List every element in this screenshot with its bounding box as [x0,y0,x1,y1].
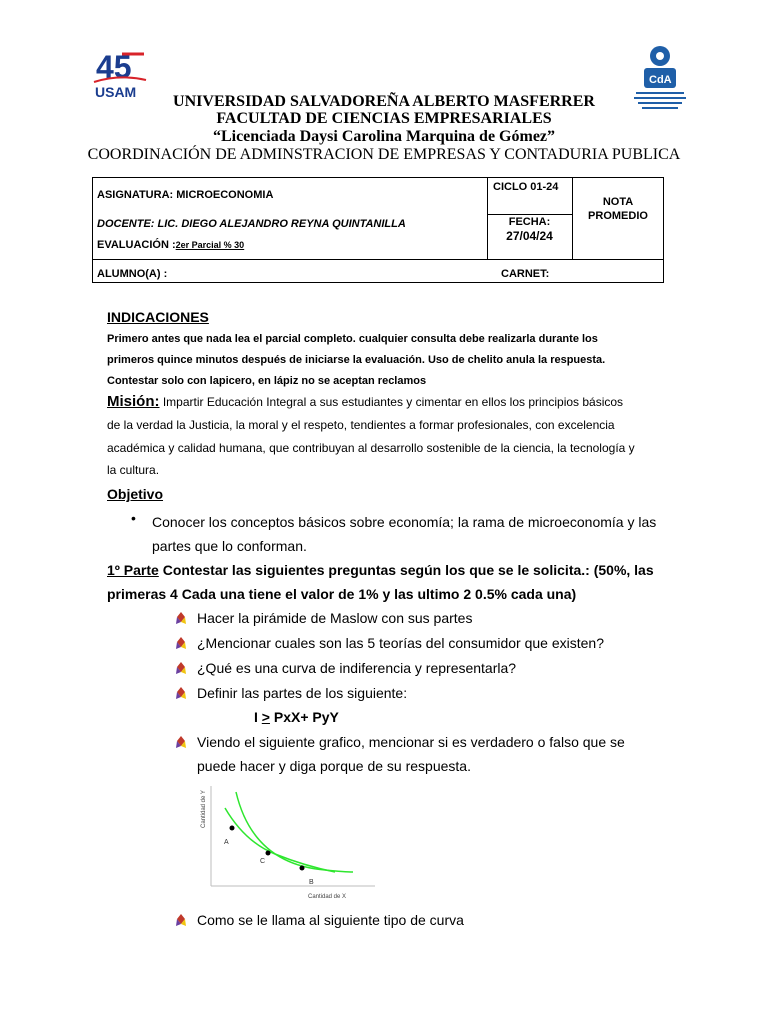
arrow-bullet-icon [174,686,188,705]
mision-line-2: de la verdad la Justicia, la moral y el respeto, tendientes a formar profesionales, con excelencia [107,418,615,432]
bullet-dot: • [131,510,136,526]
point-b [300,866,305,871]
fecha-label: FECHA: [508,216,551,228]
x-axis-label: Cantidad de X [308,894,347,900]
indicaciones-title: INDICACIONES [107,309,209,325]
point-a [230,826,235,831]
indifference-curve-1 [236,792,353,872]
indicaciones-line-3: Contestar solo con lapicero, en lápiz no se aceptan reclamos [107,375,427,387]
formula [254,705,339,729]
faculty-name: FACULTAD DE CIENCIAS EMPRESARIALES [216,110,552,127]
mision-line-3: académica y calidad humana, que contribuyan al desarrollo sostenible de la ciencia, la tecnología y [107,441,635,455]
arrow-bullet-icon [174,636,188,655]
dedication: “Licenciada Daysi Carolina Marquina de Gómez” [212,128,556,145]
point-label-c: C [260,858,266,865]
question-5-line-1: Viendo el siguiente grafico, mencionar si es verdadero o falso que se [197,734,625,750]
y-axis-label: Cantidad de Y [201,790,207,828]
objetivo-title: Objetivo [107,486,164,502]
asignatura-label: ASIGNATURA: MICROECONOMIA [97,189,274,201]
fecha-value: 27/04/24 [506,229,553,243]
parte1-heading-line-2: primeras 4 Cada una tiene el valor de 1% y las ultimo 2 0.5% cada una) [107,586,577,602]
mision-title: Misión: [107,393,160,410]
carnet-label: CARNET: [501,268,550,280]
indifference-curve-2 [225,808,335,872]
info-table [92,177,664,283]
university-name: UNIVERSIDAD SALVADOREÑA ALBERTO MASFERRER [173,93,595,110]
evaluacion-label: EVALUACIÓN : [97,239,176,251]
usam-logo-number: 45 [96,49,132,85]
question-2: ¿Mencionar cuales son las 5 teorías del consumidor que existen? [197,635,604,651]
question-6: Como se le llama al siguiente tipo de curva [197,912,464,928]
question-5-line-2: puede hacer y diga porque de su respuesta. [197,758,471,774]
parte1-heading-line-1 [107,558,654,582]
ciclo-label: CICLO 01-24 [493,181,559,193]
usam-logo-text: USAM [95,84,137,100]
evaluacion-value: 2er Parcial % 30 [175,240,245,250]
arrow-bullet-icon [174,735,188,754]
point-label-b: B [309,879,314,886]
parte1-label: 1º Parte [107,562,159,578]
arrow-bullet-icon [174,661,188,680]
point-label-a: A [224,839,229,846]
arrow-bullet-icon [174,611,188,630]
formula-symbol: > [261,709,270,725]
chart-svg [195,782,385,902]
arrow-bullet-icon [174,913,188,932]
mision-line-4: la cultura. [107,463,160,477]
promedio-label: PROMEDIO [588,210,648,222]
mision-text-1: Impartir Educación Integral a sus estudiantes y cimentar en ellos los principios básicos [159,395,624,409]
indicaciones-line-1: Primero antes que nada lea el parcial completo. cualquier consulta debe realizarla durante los [107,333,598,345]
objetivo-bullet-line-2: partes que lo conforman. [152,538,307,554]
point-c [266,851,271,856]
alumno-label: ALUMNO(A) : [97,268,168,280]
indicaciones-line-2: primeros quince minutos después de iniciarse la evaluación. Uso de chelito anula la respuesta. [107,354,606,366]
cda-logo-text: CdA [649,74,672,86]
question-3: ¿Qué es una curva de indiferencia y representarla? [197,660,517,676]
objetivo-bullet-line-1: Conocer los conceptos básicos sobre economía; la rama de microeconomía y las [152,514,657,530]
parte1-heading-rest: Contestar las siguientes preguntas según los que se le solicita.: (50%, las [158,562,654,578]
question-1: Hacer la pirámide de Maslow con sus partes [197,610,473,626]
nota-label: NOTA [602,196,634,208]
formula-prefix: I [254,709,262,725]
docente-label: DOCENTE: LIC. DIEGO ALEJANDRO REYNA QUINTANILLA [97,218,406,230]
question-4: Definir las partes de los siguiente: [197,685,408,701]
mision-line-1 [107,391,667,414]
indifference-chart [195,782,385,902]
evaluacion-row [97,239,244,251]
coordination: COORDINACIÓN DE ADMINSTRACION DE EMPRESAS Y CONTADURIA PUBLICA [87,146,681,163]
formula-rest: PxX+ PyY [269,709,339,725]
